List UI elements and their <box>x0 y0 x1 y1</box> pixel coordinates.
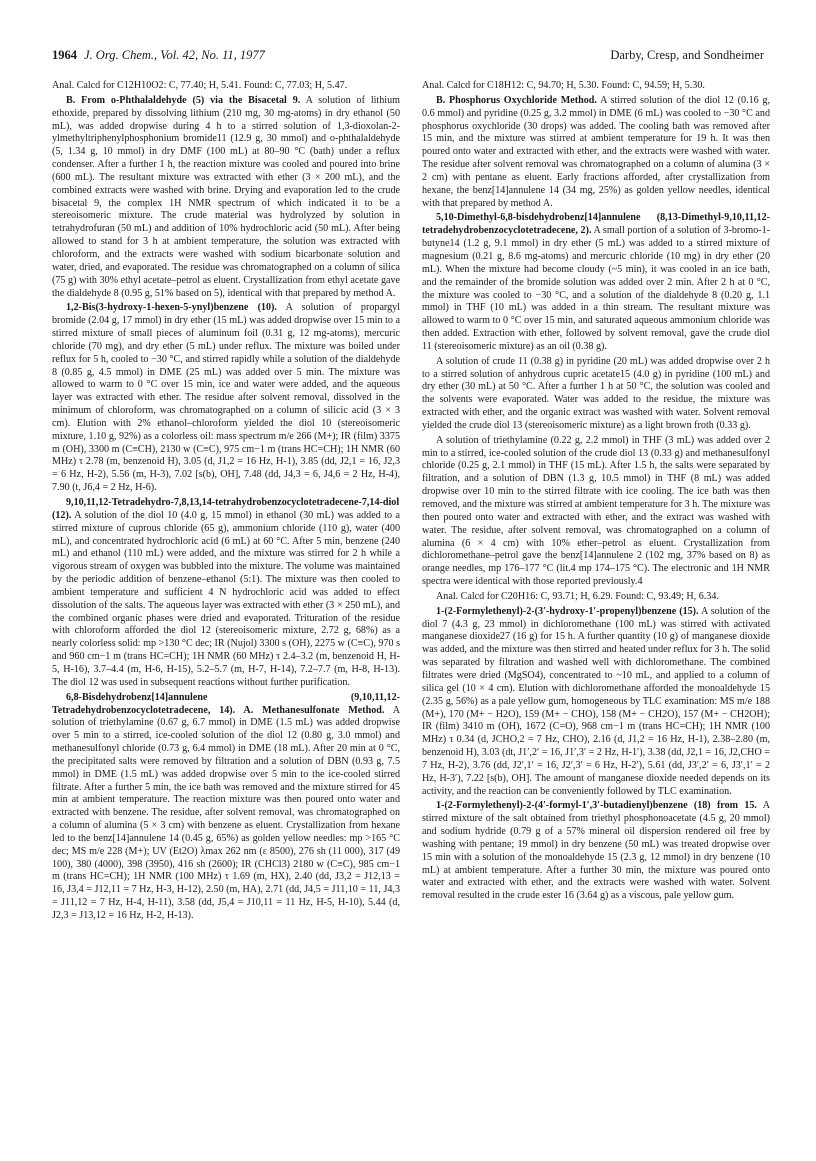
paragraph-heading: 5,10-Dimethyl-6,8-bisdehydrobenz[14]annulene (8,13-Dimethyl-9,10,11,12-tetradehydrobenzocyclotetradecene, 2). <box>422 212 770 237</box>
paragraph-heading: 1-(2-Formylethenyl)-2-(3′-hydroxy-1′-propenyl)benzene (15). <box>436 605 699 617</box>
paragraph-text: A solution of lithium ethoxide, prepared by dissolving lithium (210 mg, 30 mg-atoms) in dry ethanol (50 mL), was added dropwise during 4 h to a stirred solution of 1,3-dioxolan-2-ylmethyltriphenylphosphonium bromide11 (12.9 g, 30 mmol) and o-phthalaldehyde (5, 1.34 g, 10 mmol) in dry DMF (100 mL) at 80–90 °C (bath) under a reflux condenser. After a further 1 h, the reaction mixture was cooled and poured into brine (600 mL). The resultant mixture was extracted with ether (3 × 200 mL), and the combined extracts were washed with brine. Drying and evaporation led to the crude bisacetal 9, the complex 1H NMR spectrum of which indicated it to be a stereoisomeric mixture. The crude material was hydrolyzed by solution in tetrahydrofuran (50 mL) and addition of 10% hydrochloric acid (50 mL). After being allowed to stand for 3 h at ambient temperature, the solution was extracted with chloroform, and the extracts were washed with sodium bicarbonate solution and water, dried, and evaporated. The residue was chromatographed on a column of silica (75 g) with 30% ethyl acetate–petrol as eluent. Crystallization from ethyl acetate gave the dialdehyde 8 (0.95 g, 51% based on 5), identical with that prepared by method A. <box>52 94 400 299</box>
paragraph-text: A stirred mixture of the salt obtained from triethyl phosphonoacetate (4.5 g, 20 mmol) and sodium hydride (0.79 g of a 57% mineral oil dispersion rendered oil free by washing with pentane; 19 mmol) in dry benzene (50 mL) was treated dropwise over 15 min with a solution of the monoaldehyde 15 (2.3 g, 12 mmol) in dry benzene (10 mL) at ambient temperature. After a further 30 min, the mixture was poured onto water and extracted with ether, and the extracts were washed with water. Solvent removal resulted in the crude ester 16 (3.64 g) as a viscous, pale yellow gum. <box>422 800 770 902</box>
page-header <box>52 48 764 68</box>
paragraph-heading: B. Phosphorus Oxychloride Method. <box>436 94 597 106</box>
paragraph-text: A solution of the diol 10 (4.0 g, 15 mmol) in ethanol (30 mL) was added to a stirred mixture of cuprous chloride (65 g), ammonium chloride (110 g), water (400 mL), and concentrated hydrochloric acid (6 mL) at 60 °C. After 5 min, benzene (240 mL) and ethanol (110 mL) were added, and the mixture was stirred for 2 h while a vigorous stream of oxygen was bubbled into the mixture. The volume was maintained by the periodic addition of benzene–ethanol (5:1). The mixture was then cooled to ambient temperature and sufficient 4 N hydrochloric acid was added to effect dissolution of the salts. The aqueous layer was extracted with ether (3 × 250 mL), and the combined organic phases were dried and evaporated. Trituration of the residue with chloroform afforded the diol 12 (stereoisomeric mixture, 2.72 g, 68%) as a nearly colorless solid: mp >130 °C dec; IR (Nujol) 3300 s (OH), 2275 w (C≡C), 970 s and 960 cm−1 m (trans HC=CH); 1H NMR (60 MHz) τ 2.4–3.2 (m, benzenoid H, H-5, H-16), 3.7–4.4 (m, H-6, H-15), 5.2–5.7 (m, H-7, H-14), 7.2–7.7 (m, H-8, H-13). The diol 12 was used in subsequent reactions without further purification. <box>52 509 400 688</box>
left-column <box>52 80 400 1125</box>
paragraph-text: A solution of triethylamine (0.22 g, 2.2 mmol) in THF (3 mL) was added over 2 min to a stirred, ice-cooled solution of the crude diol 13 (0.33 g) and methanesulfonyl chloride (0.25 g, 2.1 mmol) in THF (15 mL). After 1.5 h, the salts were separated by filtration, and a solution of DBN (1.3 g, 10.5 mmol) in THF (8 mL) was added dropwise over 10 min to the stirred filtrate with ice cooling. The ice bath was then removed, and the mixture was stirred at ambient temperature for 3 h. The mixture was then poured onto water and extracted with ether, and the extract was washed with water. The residue, after solvent removal, was chromatographed on a column of alumina (6 × 4 cm) with 10% ether–petrol as eluent. Crystallization from dichloromethane–petrol gave the benz[14]annulene 2 (102 mg, 37% based on 8) as orange needles, mp 176–177 °C (lit.4 mp 174–175 °C). The electronic and 1H NMR spectra were identical with those reported previously.4 <box>422 434 770 588</box>
paragraph <box>52 80 400 93</box>
paragraph-text: Anal. Calcd for C18H12: C, 94.70; H, 5.30. Found: C, 94.59; H, 5.30. <box>422 80 705 91</box>
paragraph-text: Anal. Calcd for C20H16: C, 93.71; H, 6.29. Found: C, 93.49; H, 6.34. <box>436 590 719 602</box>
paragraph <box>422 356 770 433</box>
paragraph-heading: 6,8-Bisdehydrobenz[14]annulene (9,10,11,12-Tetradehydrobenzocyclotetradecene, 14). A. Methanesulfonate Method. <box>52 691 400 716</box>
paragraph <box>422 95 770 211</box>
paragraph-heading: 1-(2-Formylethenyl)-2-(4′-formyl-1′,3′-butadienyl)benzene (18) from 15. <box>436 800 757 812</box>
paragraph-text: A solution of propargyl bromide (2.04 g, 17 mmol) in dry ether (15 mL) was added dropwise over 15 min to a stirred mixture of small pieces of aluminum foil (0.31 g, 12 mg-atoms), mercuric chloride (70 mg), and dry ether (5 mL) under reflux. The mixture was boiled under reflux for 5 h, cooled to −30 °C, and stirred rapidly while a solution of the dialdehyde 8 (0.85 g, 4.5 mmol) in DME (25 mL) was added over 5 min. The mixture was allowed to warm to 0 °C over 15 min, ice and water were added, and the aqueous layer was extracted with ether. The residue after solvent removal, dissolved in the minimum of chloroform, was chromatographed on a column of silicic acid (3 × 3 cm). Elution with 2% ethanol–chloroform yielded the diol 10 (stereoisomeric mixture, 1.10 g, 92%) as a colorless oil: mass spectrum m/e 266 (M+); IR (film) 3375 m (OH), 3300 m (C≡CH), 2130 w (C≡C), 975 cm−1 m (trans HC=CH); 1H NMR (60 MHz) τ 2.78 (m, benzenoid H), 3.05 (d, J1,2 = 16 Hz, H-1), 3.85 (dd, J2,1 = 16, J2,3 = 6 Hz, H-2), 5.56 (m, H-3), 7.02 [s(b), OH], 7.48 (dd, J4,3 = 6, J4,6 = 2 Hz, H-4), 7.90 (t, J6,4 = 2 Hz, H-6). <box>52 302 400 494</box>
paragraph <box>422 606 770 799</box>
paragraph-text: A solution of triethylamine (0.67 g, 6.7 mmol) in DME (1.5 mL) was added dropwise over 5 min to a stirred, ice-cooled solution of the diol 12 (0.80 g, 3.0 mmol) and methanesulfonyl chloride (0.73 g, 6.4 mmol) in DME (18 mL). After 20 min at 0 °C, the precipitated salts were removed by filtration and a solution of DBN (0.93 g, 7.5 mmol) in DME (1.5 mL) was added dropwise over 5 min to the ice-cooled stirred filtrate. After a further 5 min, the ice bath was removed and the mixture stirred for 45 min at ambient temperature. The reaction mixture was then poured onto water and extracted with benzene. The residue, after solvent removal, was chromatographed on a column of alumina (5 × 3 cm) with benzene as eluent. Crystallization from hexane led to the benz[14]annulene 14 (0.45 g, 65%) as golden yellow needles: mp >165 °C dec; MS m/e 228 (M+); UV (Et2O) λmax 262 nm (ε 8500), 276 sh (11 000), 317 (49 100), 380 (4000), 398 (3950), 416 sh (2600); IR (CHCl3) 2180 w (C≡C), 985 cm−1 m (trans HC=CH); 1H NMR (100 MHz) τ 1.69 (m, HX), 2.40 (dd, J3,2 = J12,13 = 16, J3,4 = J12,11 = 7 Hz, H-3, H-12), 2.50 (m, HA), 2.71 (dd, J4,5 = J11,10 = 11, J4,3 = J11,12 = 7 Hz, H-4, H-11), 3.58 (dd, J5,4 = J10,11 = 11 Hz, H-5, H-10), 5.44 (d, J2,3 = J13,12 = 16 Hz, H-2, H-13). <box>52 704 400 921</box>
right-column <box>422 80 770 1125</box>
paragraph <box>422 800 770 903</box>
paragraph <box>422 80 770 93</box>
paragraph-heading: 9,10,11,12-Tetradehydro-7,8,13,14-tetrahydrobenzocyclotetradecene-7,14-diol (12). <box>52 497 400 521</box>
paragraph <box>52 302 400 495</box>
paragraph-text: A solution of the diol 7 (4.3 g, 23 mmol) in dichloromethane (100 mL) was stirred with activated manganese dioxide27 (16 g) for 15 h. A further quantity (10 g) of manganese dioxide was added, and the mixture was then stirred and heated under reflux for 3 h. The solid was separated by filtration and washed well with dichloromethane. The combined filtrates were dried (MgSO4), concentrated to ~10 mL, and applied to a column of silica gel (10 × 4 cm). Elution with dichloromethane afforded the monoaldehyde 15 (2.35 g, 56%) as a pale yellow gum, homogeneous by TLC examination: MS m/e 188 (M+), 170 (M+ − H2O), 159 (M+ − CHO), 158 (M+ − CH2O), 157 (M+ − CH2OH); IR (film) 3410 m (OH), 1672 (C=O), 968 cm−1 m (trans HC=CH); 1H NMR (100 MHz) τ 0.34 (d, JCHO,2 = 7 Hz, CHO), 2.16 (d, J1,2 = 16 Hz, H-1), 2.38–2.80 (m, benzenoid H), 3.03 (dt, J1′,2′ = 16, J1′,3′ = 2 Hz, H-1′), 3.38 (dd, J2,1 = 16, J2,CHO = 7 Hz, H-2), 3.76 (dd, J2′,1′ = 16, J2′,3′ = 6 Hz, H-2′), 5.61 (dd, J3′,2′ = 6, J3′,1′ = 2 Hz, H-3′), 7.22 [s(b), OH]. The amount of manganese dioxide needed depends on its activity, and the reaction can be conveniently followed by TLC examination. <box>422 605 770 797</box>
paragraph-text: A small portion of a solution of 3-bromo-1-butyne14 (1.2 g, 9.1 mmol) in dry ether (5 mL) was added to a stirred mixture of magnesium (0.21 g, 8.6 mg-atoms) and mercuric chloride (10 mg) in dry ether (20 mL). When the mixture had become cloudy (~5 min), it was cooled in an ice bath, and the remainder of the bromide solution was added over 2 min. After 2 h at 0 °C, the mixture was cooled to −30 °C, and a solution of the dialdehyde 8 (0.20 g, 1.1 mmol) in THF (10 mL) was added in a thin stream. The resultant mixture was allowed to warm to 0 °C over 15 min, and saturated aqueous ammonium chloride was then added. Extraction with ether, followed by solvent removal, gave the crude diol 11 (stereoisomeric mixture) as an oil (0.38 g). <box>422 225 770 352</box>
paragraph <box>52 692 400 923</box>
journal-citation: J. Org. Chem., Vol. 42, No. 11, 1977 <box>84 48 265 62</box>
paragraph <box>422 212 770 353</box>
paragraph-heading: 1,2-Bis(3-hydroxy-1-hexen-5-ynyl)benzene (10). <box>66 302 277 314</box>
paragraph-heading: B. From o-Phthalaldehyde (5) via the Bisacetal 9. <box>66 94 301 106</box>
paragraph <box>52 95 400 301</box>
paragraph-text: A solution of crude 11 (0.38 g) in pyridine (20 mL) was added dropwise over 2 h to a stirred solution of anhydrous cupric acetate15 (4.0 g) in pyridine (100 mL) and dry ether (30 mL) at 50 °C. After a further 1 h at 50 °C, the solution was cooled and the solvents were evaporated. Water was added to the residue, the mixture was extracted with ether, and the organic extract was washed with water. Solvent removal yielded the crude diol 13 (stereoisomeric mixture) as a light brown froth (0.33 g). <box>422 355 770 431</box>
page-number: 1964 <box>52 48 77 62</box>
paragraph <box>422 591 770 604</box>
paragraph <box>422 435 770 589</box>
paragraph-text: A stirred solution of the diol 12 (0.16 g, 0.6 mmol) and pyridine (0.25 g, 3.2 mmol) in DME (6 mL) was cooled to −30 °C and phosphorus oxychloride (30 drops) was added. The cooling bath was removed after 15 min, and the mixture was stirred at ambient temperature for 19 h. It was then poured onto water and extracted with ether, and the extracts were washed with water. The residue after solvent removal was chromatographed on a column of alumina (3 × 2 cm) with pentane as eluent. Early fractions afforded, after crystallization from hexane, the benz[14]annulene 14 (34 mg, 25%) as golden yellow needles, identical with that prepared by method A. <box>422 94 770 209</box>
paragraph-text: Anal. Calcd for C12H10O2: C, 77.40; H, 5.41. Found: C, 77.03; H, 5.47. <box>52 80 348 91</box>
running-authors: Darby, Cresp, and Sondheimer <box>610 48 764 62</box>
paragraph <box>52 497 400 690</box>
